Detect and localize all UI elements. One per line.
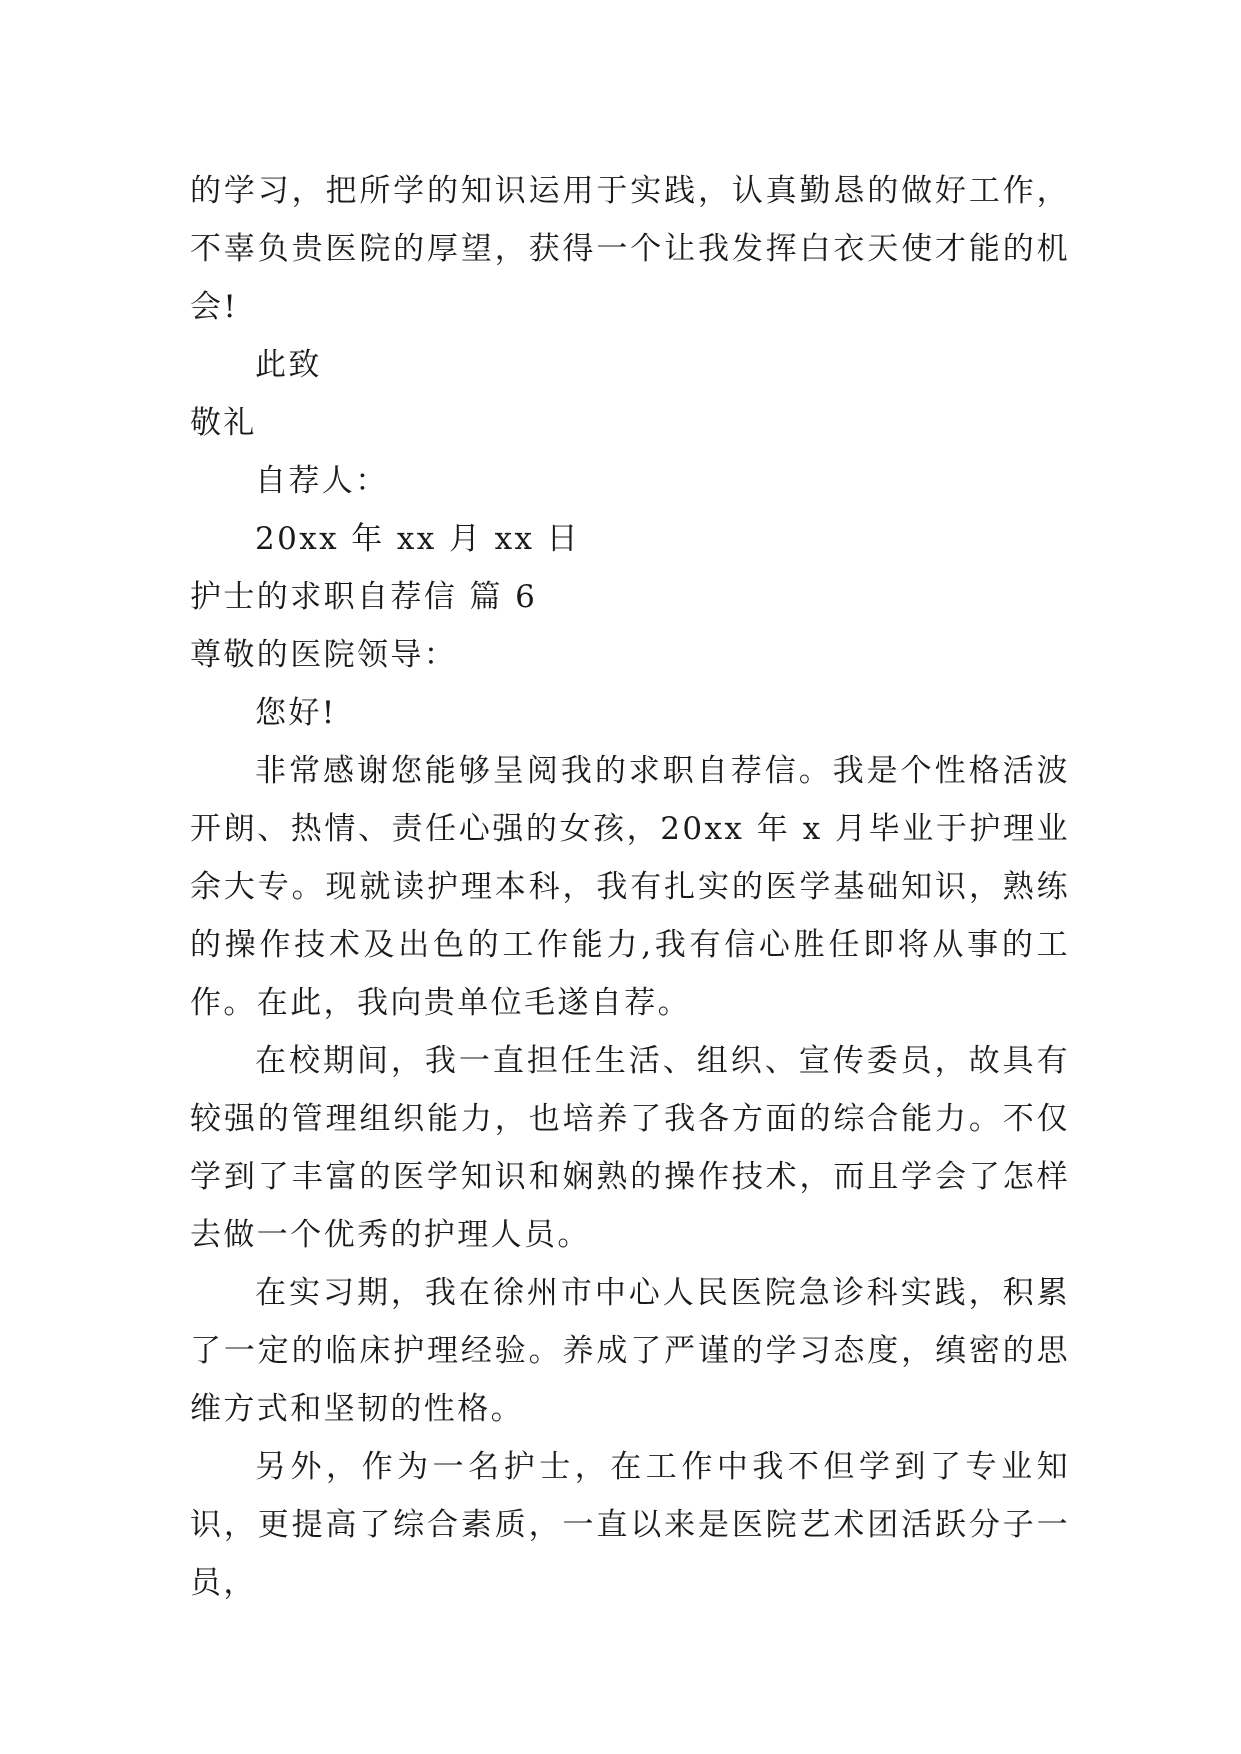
salutation-cizhi: 此致 [255, 347, 322, 383]
document-body [190, 162, 1070, 1612]
salutation-jingli: 敬礼 [190, 405, 257, 441]
paragraph-additional: 另外，作为一名护士，在工作中我不但学到了专业知识，更提高了综合素质，一直以来是医院艺术团活跃分子一员， [190, 1449, 1070, 1601]
signature-label: 自荐人： [255, 463, 389, 499]
paragraph-introduction: 非常感谢您能够呈阅我的求职自荐信。我是个性格活波开朗、热情、责任心强的女孩，20xx 年 x 月毕业于护理业余大专。现就读护理本科，我有扎实的医学基础知识，熟练的操作技术及出色的工作能力,我有信心胜任即将从事的工作。在此，我向贵单位毛遂自荐。 [190, 753, 1070, 1021]
paragraph-closing-study: 的学习，把所学的知识运用于实践，认真勤恳的做好工作，不辜负贵医院的厚望，获得一个让我发挥白衣天使才能的机会! [190, 173, 1070, 325]
paragraph-school: 在校期间，我一直担任生活、组织、宣传委员，故具有较强的管理组织能力，也培养了我各方面的综合能力。不仅学到了丰富的医学知识和娴熟的操作技术，而且学会了怎样去做一个优秀的护理人员。 [190, 1043, 1070, 1253]
greeting-recipient: 尊敬的医院领导： [190, 637, 458, 673]
greeting-hello: 您好! [255, 695, 337, 731]
paragraph-internship: 在实习期，我在徐州市中心人民医院急诊科实践，积累了一定的临床护理经验。养成了严谨的学习态度，缜密的思维方式和坚韧的性格。 [190, 1275, 1070, 1427]
signature-date: 20xx 年 xx 月 xx 日 [255, 521, 581, 557]
section-heading: 护士的求职自荐信 篇 6 [190, 579, 538, 615]
